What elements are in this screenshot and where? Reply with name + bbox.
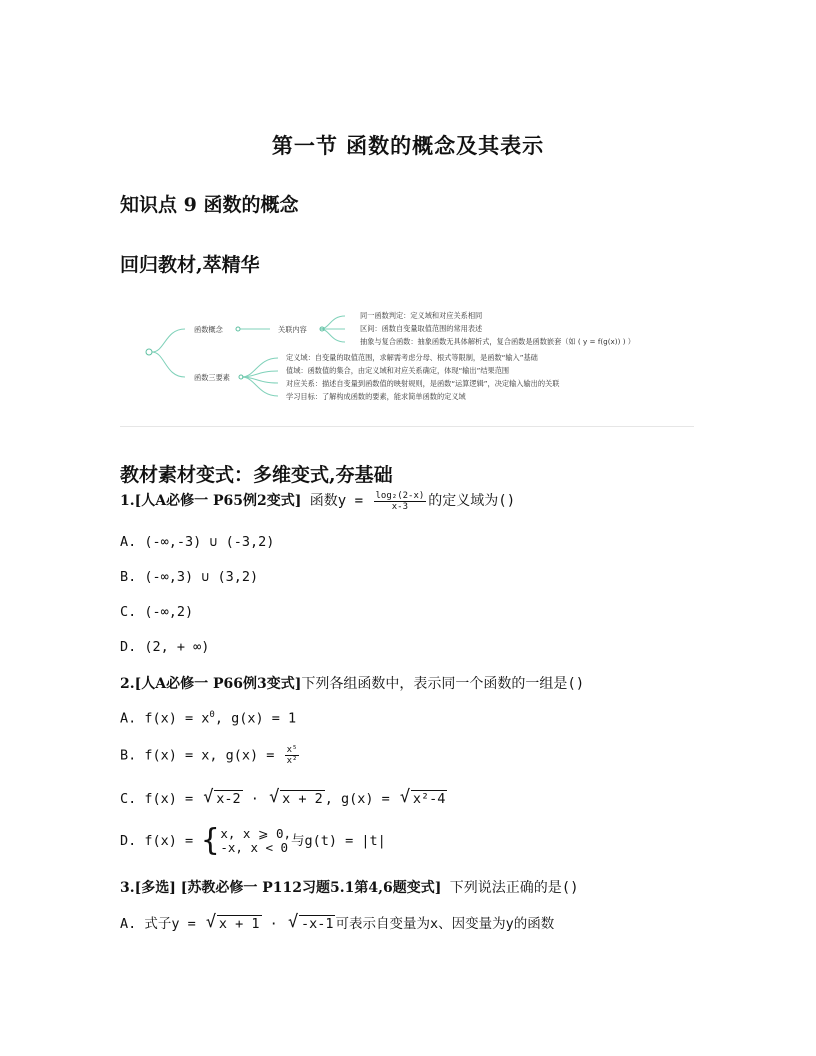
q2-option-d [120,823,386,858]
sqrt-expression: √ -x-1 [287,912,334,932]
mindmap-related-content: 关联内容 [278,325,307,334]
textbook-review-heading: 回归教材,萃精华 [120,254,260,276]
radicand: -x-1 [300,916,334,932]
radicand: x-2 [216,791,241,807]
fraction-denominator: x-3 [391,501,409,512]
sqrt-expression: √ x + 2 [269,787,323,807]
q1-option-b: B. (-∞,3) ∪ (3,2) [120,569,259,585]
mindmap-leaf: 学习目标：了解构成函数的要素，能求简单函数的定义域 [286,392,466,401]
brace-symbol: { [201,823,220,858]
q3-a-post: 可表示自变量为x、因变量为y的函数 [335,916,555,932]
case-1: x, x ⩾ 0, [220,826,292,841]
q2-b-fraction [285,745,300,766]
mindmap-leaf: 对应关系：描述自变量到函数值的映射规则，是函数“运算逻辑”，决定输入输出的关联 [286,379,560,388]
mindmap-branch-concept: 函数概念 [194,325,223,334]
question-1-source: 1.[人A必修一 P65例2变式] [120,493,302,509]
question-2 [120,673,584,693]
q3-option-a [120,912,554,932]
q2-a-post: , g(x) = 1 [214,710,297,727]
q2-a-pre: A. f(x) = x [120,710,210,727]
mind-map [140,300,700,410]
fraction-denominator: x² [286,756,298,766]
q2-option-b [120,745,301,766]
question-1-fraction [374,491,427,512]
sqrt-expression: √ x²-4 [399,787,446,807]
dot-operator: · [242,791,268,807]
fraction-numerator: x⁵ [286,745,298,755]
dot-operator: · [261,916,286,932]
radicand: x²-4 [412,791,446,807]
q1-option-d: D. (2, + ∞) [120,639,210,655]
radicand: x + 2 [282,791,323,807]
q3-a-pre: A. 式子y = [120,916,204,932]
mindmap-leaf: 区间：函数自变量取值范围的常用表述 [360,324,483,333]
q2-d-post: 与g(t) = |t| [291,833,386,849]
piecewise-cases [220,827,291,855]
q2-option-c [120,787,447,807]
mindmap-branch-three-elements: 函数三要素 [194,373,230,382]
question-3-text: 下列说法正确的是() [441,880,579,896]
question-1 [120,490,515,512]
knowledge-point-heading: 知识点 9 函数的概念 [120,194,299,216]
section-divider [120,426,694,427]
q2-b-pre: B. f(x) = x, g(x) = [120,747,283,764]
fraction-numerator: log₂(2-x) [375,490,425,501]
question-1-pre: 函数y = [301,493,372,509]
question-2-text: 下列各组函数中，表示同一个函数的一组是() [301,676,585,692]
page-title: 第一节 函数的概念及其表示 [271,133,545,158]
question-1-post: 的定义域为() [428,493,516,509]
sqrt-expression: √ x + 1 [205,912,260,932]
question-2-source: 2.[人A必修一 P66例3变式] [120,676,302,692]
q2-c-pre: C. f(x) = [120,791,202,807]
mindmap-leaf: 定义域：自变量的取值范围，求解需考虑分母、根式等限制，是函数“输入”基础 [286,353,538,362]
case-2: -x, x < 0 [220,840,289,855]
q1-option-a: A. (-∞,-3) ∪ (-3,2) [120,534,275,550]
sqrt-expression: √ x-2 [203,787,241,807]
radicand: x + 1 [218,916,260,932]
mindmap-leaf: 同一函数判定：定义域和对应关系相同 [360,311,483,320]
variants-heading: 教材素材变式：多维变式,夯基础 [120,464,393,486]
mindmap-leaf: 值域：函数值的集合，由定义域和对应关系确定，体现“输出”结果范围 [286,366,510,375]
q2-c-mid: , g(x) = [324,791,398,807]
q1-option-c: C. (-∞,2) [120,604,194,620]
q2-option-a [120,710,296,727]
question-3-source: 3.[多选] [苏教必修一 P112习题5.1第4,6题变式] [120,880,442,896]
mindmap-leaf: 抽象与复合函数：抽象函数无具体解析式，复合函数是函数嵌套（如 ( y = f(g(x)) ) ） [360,337,635,346]
question-3 [120,877,579,897]
q2-d-pre: D. f(x) = [120,833,202,849]
q2-a-exponent: 0 [209,710,215,720]
